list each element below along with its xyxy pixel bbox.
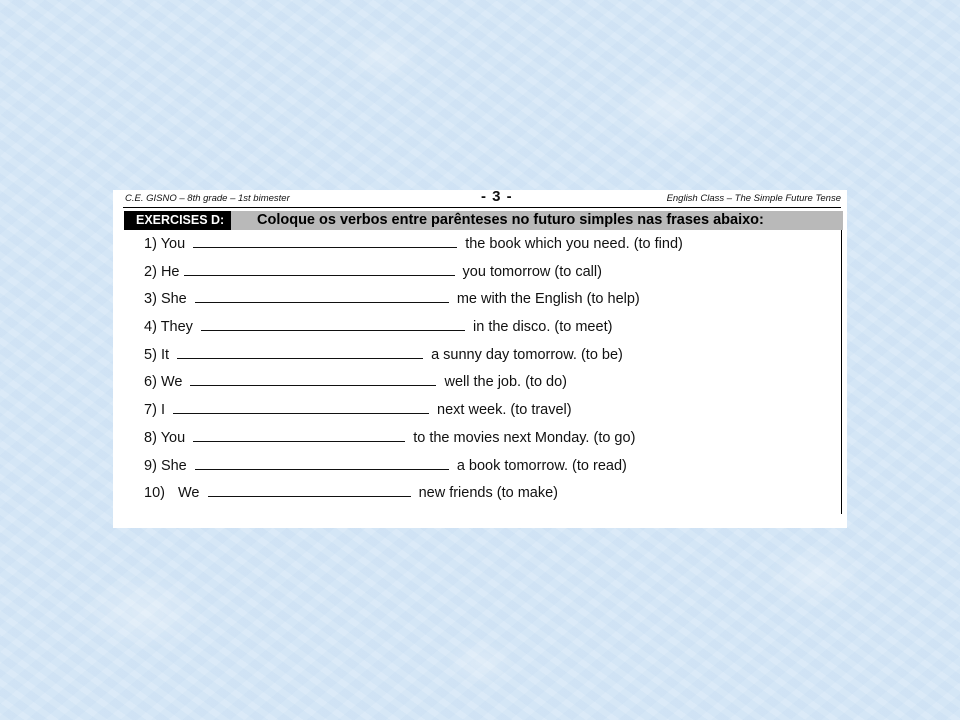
item-text: the book which you need. (to find) xyxy=(465,236,683,252)
item-number: 3) xyxy=(144,291,157,308)
item-number: 9) xyxy=(144,457,157,474)
item-text: well the job. (to do) xyxy=(444,374,568,391)
exercise-item xyxy=(144,400,683,428)
item-text: a sunny day tomorrow. (to be) xyxy=(431,346,623,363)
item-subject: You xyxy=(160,429,186,446)
exercise-item xyxy=(144,372,683,400)
item-subject: I xyxy=(160,402,165,419)
answer-blank[interactable] xyxy=(173,400,429,414)
exercise-title-bar xyxy=(124,211,843,230)
item-text: you tomorrow (to call) xyxy=(462,263,602,280)
item-text: next week. (to travel) xyxy=(437,402,572,419)
answer-blank[interactable] xyxy=(195,289,449,303)
right-border-line xyxy=(841,230,842,514)
answer-blank[interactable] xyxy=(193,234,457,248)
item-text: to the movies next Monday. (to go) xyxy=(413,429,636,446)
item-subject: She xyxy=(160,291,187,308)
exercise-item xyxy=(144,345,683,373)
item-number: 7) xyxy=(144,402,157,419)
answer-blank[interactable] xyxy=(208,483,411,497)
answer-blank[interactable] xyxy=(193,428,405,442)
item-number: 2) xyxy=(144,263,157,280)
item-text: in the disco. (to meet) xyxy=(473,319,613,336)
item-text: a book tomorrow. (to read) xyxy=(456,457,627,474)
exercise-label: EXERCISES D: xyxy=(124,211,231,230)
exercise-item xyxy=(144,483,683,511)
item-number: 6) xyxy=(144,374,157,391)
exercise-item xyxy=(144,289,683,317)
item-subject: It xyxy=(160,346,169,363)
answer-blank[interactable] xyxy=(190,372,436,386)
exercise-list xyxy=(144,234,683,511)
answer-blank[interactable] xyxy=(184,262,455,276)
exercise-instruction: Coloque os verbos entre parênteses no futuro simples nas frases abaixo: xyxy=(257,212,764,228)
item-subject: They xyxy=(160,319,193,336)
item-number: 8) xyxy=(144,429,157,446)
exercise-item xyxy=(144,428,683,456)
item-subject: We xyxy=(178,485,200,502)
item-subject: She xyxy=(160,457,187,474)
answer-blank[interactable] xyxy=(195,456,449,470)
header-school-info: C.E. GISNO – 8th grade – 1st bimester xyxy=(125,193,290,204)
exercise-item xyxy=(144,456,683,484)
item-text: new friends (to make) xyxy=(418,485,558,502)
header-class-title: English Class – The Simple Future Tense xyxy=(666,193,841,204)
item-subject: You xyxy=(160,236,186,252)
item-number: 10) xyxy=(144,485,165,502)
exercise-item xyxy=(144,234,683,262)
worksheet xyxy=(113,190,847,528)
answer-blank[interactable] xyxy=(177,345,423,359)
exercise-item xyxy=(144,317,683,345)
item-subject: We xyxy=(160,374,183,391)
item-number: 5) xyxy=(144,346,157,363)
item-subject: He xyxy=(160,263,180,280)
item-number: 1) xyxy=(144,236,157,252)
item-text: me with the English (to help) xyxy=(456,291,640,308)
answer-blank[interactable] xyxy=(201,317,465,331)
page-header xyxy=(123,188,841,208)
item-number: 4) xyxy=(144,319,157,336)
exercise-item xyxy=(144,262,683,290)
page-number: - 3 - xyxy=(481,188,513,205)
